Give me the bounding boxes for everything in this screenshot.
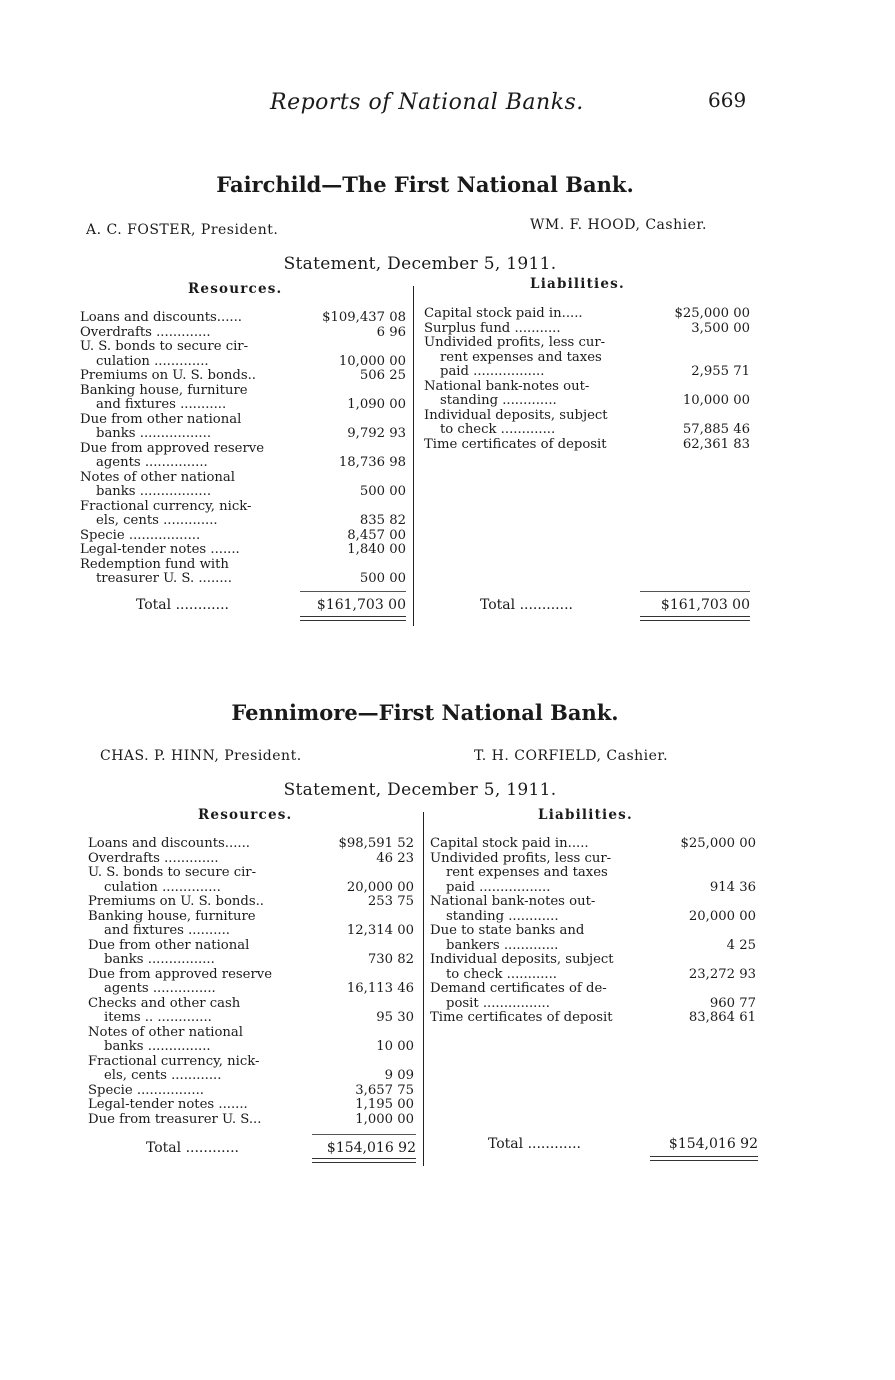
ledger-item-label-line: Loans and discounts......	[80, 310, 242, 325]
liabilities-list	[430, 837, 756, 1026]
total-double-rule	[312, 1158, 416, 1163]
ledger-row	[80, 529, 406, 544]
ledger-item-label	[424, 322, 691, 337]
ledger-item-label	[424, 336, 691, 380]
ledger-item-label-line: U. S. bonds to secure cir-	[88, 865, 257, 880]
ledger-row	[88, 997, 414, 1026]
ledger-item-amount: 1,000 00	[355, 1111, 414, 1127]
ledger-item-label-line: Due from approved reserve	[88, 966, 273, 982]
ledger-item-amount: $25,000 00	[680, 836, 756, 851]
resources-list	[88, 837, 414, 1127]
ledger-item-label-line: banks ...............	[104, 1039, 211, 1054]
ledger-item-label	[88, 1026, 376, 1055]
ledger-row	[88, 1113, 414, 1128]
resources-total-row	[146, 1140, 416, 1156]
ledger-item-amount: 500 00	[359, 571, 406, 586]
bank-title: Fairchild—The First National Bank.	[216, 172, 634, 197]
ledger-item-label-line: Due from other national	[88, 937, 250, 953]
ledger-item-label-line: standing ............	[446, 908, 559, 924]
ledger-item-label-line: paid .................	[446, 879, 551, 895]
ledger-item-label-line: Premiums on U. S. bonds..	[88, 894, 264, 909]
ledger-item-label-line: Due from other national	[80, 411, 242, 427]
ledger-row	[424, 438, 750, 453]
liabilities-heading: Liabilities.	[530, 276, 625, 292]
ledger-item-label-line: agents ...............	[104, 981, 216, 996]
ledger-item-label	[430, 895, 689, 924]
ledger-item-label	[424, 438, 683, 453]
ledger-item-label	[88, 1055, 385, 1084]
resources-heading: Resources.	[198, 807, 293, 823]
ledger-item-amount: $25,000 00	[674, 306, 750, 321]
ledger-item-label	[430, 1011, 689, 1026]
ledger-item-label	[88, 852, 376, 867]
ledger-item-label	[80, 500, 360, 529]
liabilities-list	[424, 307, 750, 452]
total-double-rule	[640, 616, 750, 621]
ledger-row	[88, 866, 414, 895]
ledger-item-label-line: items .. .............	[104, 1010, 212, 1025]
ledger-item-label	[88, 895, 368, 910]
ledger-item-amount: 730 82	[367, 952, 414, 967]
ledger-item-label-line: Due from approved reserve	[80, 440, 265, 456]
ledger-row	[80, 543, 406, 558]
ledger-item-label	[430, 924, 727, 953]
ledger-item-amount: 1,195 00	[355, 1097, 414, 1112]
ledger-item-label-line: Undivided profits, less cur-	[430, 850, 612, 866]
ledger-item-label-line: Overdrafts .............	[88, 850, 219, 866]
resources-heading: Resources.	[188, 281, 283, 297]
president-name: A. C. FOSTER, President.	[86, 222, 279, 238]
ledger-item-label	[88, 939, 368, 968]
ledger-item-amount: 12,314 00	[346, 923, 414, 938]
ledger-item-label-line: to check ............	[446, 966, 557, 982]
ledger-item-label-line: National bank-notes out-	[430, 894, 596, 909]
ledger-row	[430, 924, 756, 953]
ledger-row	[88, 939, 414, 968]
ledger-item-amount: 9,792 93	[347, 426, 406, 441]
ledger-item-label-line: Notes of other national	[88, 1024, 243, 1040]
ledger-row	[88, 895, 414, 910]
ledger-item-amount: 10,000 00	[338, 353, 406, 369]
liabilities-total-row	[488, 1136, 758, 1152]
ledger-row	[424, 307, 750, 322]
ledger-item-label-line: Time certificates of deposit	[430, 1010, 613, 1025]
ledger-item-label-line: National bank-notes out-	[424, 378, 590, 394]
ledger-item-label	[80, 543, 347, 558]
ledger-row	[80, 384, 406, 413]
ledger-item-label-line: treasurer U. S. ........	[96, 571, 232, 586]
liabilities-total: $154,016 92	[668, 1136, 758, 1152]
ledger-item-label-line: banks .................	[96, 484, 212, 499]
subtotal-rule	[640, 591, 750, 592]
ledger-row	[424, 322, 750, 337]
ledger-item-label	[424, 409, 683, 438]
ledger-item-amount: 835 82	[359, 513, 406, 528]
ledger-item-label-line: Notes of other national	[80, 469, 235, 485]
statement-date: Statement, December 5, 1911.	[283, 254, 557, 274]
ledger-item-label-line: agents ...............	[96, 455, 208, 470]
ledger-item-amount: $98,591 52	[338, 836, 414, 851]
ledger-item-amount: 3,657 75	[355, 1082, 414, 1098]
ledger-item-amount: 57,885 46	[682, 422, 750, 437]
ledger-item-label	[88, 1113, 355, 1128]
ledger-item-amount: 3,500 00	[691, 320, 750, 336]
ledger-item-amount: 6 96	[376, 324, 406, 340]
ledger-item-label	[424, 380, 683, 409]
total-double-rule	[300, 616, 406, 621]
ledger-row	[88, 1055, 414, 1084]
ledger-item-label-line: rent expenses and taxes	[440, 349, 602, 365]
ledger-item-amount: 62,361 83	[682, 436, 750, 452]
ledger-item-label-line: Undivided profits, less cur-	[424, 335, 606, 350]
ledger-item-label	[80, 529, 347, 544]
ledger-item-label	[80, 369, 360, 384]
ledger-row	[88, 1098, 414, 1113]
ledger-item-label-line: Specie ................	[88, 1082, 204, 1098]
ledger-item-amount: 506 25	[359, 368, 406, 383]
ledger-item-amount: 16,113 46	[346, 981, 414, 996]
ledger-row	[424, 409, 750, 438]
ledger-item-amount: $109,437 08	[322, 310, 406, 325]
ledger-item-label-line: Checks and other cash	[88, 995, 241, 1011]
liabilities-heading: Liabilities.	[538, 807, 633, 823]
ledger-item-label	[430, 837, 680, 852]
ledger-row	[80, 326, 406, 341]
ledger-item-label	[80, 558, 360, 587]
ledger-item-label	[88, 968, 347, 997]
ledger-item-label-line: Due from treasurer U. S...	[88, 1111, 262, 1127]
ledger-item-label-line: posit ................	[446, 995, 550, 1011]
ledger-row	[80, 500, 406, 529]
ledger-item-label-line: bankers .............	[446, 937, 559, 953]
ledger-item-label-line: and fixtures ..........	[104, 923, 231, 938]
ledger-item-label	[80, 326, 377, 341]
ledger-item-label-line: Banking house, furniture	[80, 382, 248, 398]
resources-total: $154,016 92	[326, 1140, 416, 1156]
ledger-item-label-line: U. S. bonds to secure cir-	[80, 339, 249, 354]
ledger-item-label	[80, 311, 322, 326]
ledger-row	[80, 369, 406, 384]
ledger-row	[88, 852, 414, 867]
cashier-name: WM. F. HOOD, Cashier.	[530, 217, 707, 233]
ledger-item-amount: 20,000 00	[346, 879, 414, 895]
ledger-row	[88, 968, 414, 997]
ledger-row	[80, 311, 406, 326]
ledger-item-amount: 10,000 00	[682, 393, 750, 408]
ledger-item-label	[80, 442, 339, 471]
ledger-item-label-line: banks ................	[104, 952, 215, 967]
column-divider	[423, 812, 424, 1166]
ledger-item-amount: 1,090 00	[347, 397, 406, 412]
total-label: Total ............	[488, 1136, 581, 1152]
ledger-item-amount: 9 09	[384, 1068, 414, 1083]
ledger-item-label	[80, 340, 339, 369]
ledger-item-label-line: to check .............	[440, 422, 556, 437]
ledger-item-label	[88, 997, 376, 1026]
ledger-item-label-line: Individual deposits, subject	[430, 952, 614, 967]
statement-date: Statement, December 5, 1911.	[283, 780, 557, 800]
ledger-item-label-line: culation .............	[96, 353, 209, 369]
running-head: Reports of National Banks.	[270, 90, 584, 115]
liabilities-total: $161,703 00	[660, 597, 750, 613]
ledger-item-label-line: Loans and discounts......	[88, 836, 250, 851]
ledger-item-label-line: Time certificates of deposit	[424, 436, 607, 452]
ledger-item-amount: 46 23	[376, 850, 414, 866]
total-label: Total ............	[146, 1140, 239, 1156]
ledger-item-amount: 500 00	[359, 484, 406, 499]
page-number: 669	[708, 88, 747, 112]
ledger-item-label-line: Due to state banks and	[430, 923, 585, 938]
resources-total: $161,703 00	[316, 597, 406, 613]
total-label: Total ............	[480, 597, 573, 613]
ledger-row	[430, 953, 756, 982]
ledger-item-amount: 4 25	[726, 937, 756, 953]
ledger-item-label-line: banks .................	[96, 426, 212, 441]
bank-title: Fennimore—First National Bank.	[231, 700, 619, 725]
ledger-item-label	[88, 866, 347, 895]
ledger-item-label-line: Capital stock paid in.....	[424, 306, 583, 321]
ledger-item-label	[80, 471, 360, 500]
ledger-row	[80, 471, 406, 500]
ledger-row	[88, 1026, 414, 1055]
ledger-item-label	[430, 982, 710, 1011]
president-name: CHAS. P. HINN, President.	[100, 748, 302, 764]
ledger-row	[80, 442, 406, 471]
total-label: Total ............	[136, 597, 229, 613]
ledger-row	[80, 413, 406, 442]
ledger-item-amount: 1,840 00	[347, 542, 406, 557]
ledger-row	[430, 1011, 756, 1026]
ledger-row	[88, 910, 414, 939]
ledger-item-label-line: paid .................	[440, 364, 545, 379]
ledger-row	[430, 852, 756, 896]
ledger-item-amount: 8,457 00	[347, 527, 406, 543]
ledger-item-amount: 95 30	[376, 1010, 414, 1025]
ledger-item-label-line: Fractional currency, nick-	[80, 498, 252, 514]
ledger-item-label-line: culation ..............	[104, 879, 221, 895]
subtotal-rule	[300, 591, 406, 592]
column-divider	[413, 286, 414, 626]
ledger-row	[80, 340, 406, 369]
ledger-item-label-line: Legal-tender notes .......	[80, 542, 240, 557]
ledger-item-label-line: Capital stock paid in.....	[430, 836, 589, 851]
ledger-item-amount: 20,000 00	[688, 908, 756, 924]
ledger-item-amount: 18,736 98	[338, 455, 406, 470]
ledger-item-label	[88, 910, 347, 939]
ledger-item-label-line: Overdrafts .............	[80, 324, 211, 340]
ledger-item-label-line: Banking house, furniture	[88, 908, 256, 924]
ledger-row	[80, 558, 406, 587]
ledger-row	[424, 380, 750, 409]
ledger-item-amount: 914 36	[709, 879, 756, 895]
ledger-item-amount: 253 75	[367, 894, 414, 909]
ledger-item-label	[88, 1098, 355, 1113]
ledger-item-label-line: Premiums on U. S. bonds..	[80, 368, 256, 383]
ledger-item-label	[430, 852, 710, 896]
ledger-row	[430, 895, 756, 924]
ledger-item-label-line: Surplus fund ...........	[424, 320, 561, 336]
ledger-item-label	[88, 837, 338, 852]
ledger-row	[88, 837, 414, 852]
ledger-item-label-line: Legal-tender notes .......	[88, 1097, 248, 1112]
total-double-rule	[650, 1156, 758, 1161]
resources-list	[80, 311, 406, 587]
ledger-item-label	[424, 307, 674, 322]
ledger-item-label-line: Fractional currency, nick-	[88, 1053, 260, 1069]
ledger-item-label-line: Specie .................	[80, 527, 201, 543]
ledger-item-amount: 83,864 61	[688, 1010, 756, 1025]
subtotal-rule	[312, 1134, 416, 1135]
cashier-name: T. H. CORFIELD, Cashier.	[474, 748, 669, 764]
ledger-item-label	[80, 384, 347, 413]
ledger-item-label	[88, 1084, 355, 1099]
ledger-item-label-line: els, cents .............	[96, 513, 218, 528]
ledger-row	[430, 982, 756, 1011]
ledger-row	[88, 1084, 414, 1099]
ledger-item-amount: 23,272 93	[688, 966, 756, 982]
ledger-item-amount: 960 77	[709, 995, 756, 1011]
ledger-item-amount: 10 00	[376, 1039, 414, 1054]
ledger-item-label-line: Demand certificates of de-	[430, 981, 607, 996]
ledger-item-label	[430, 953, 689, 982]
ledger-item-amount: 2,955 71	[691, 364, 750, 379]
ledger-item-label-line: standing .............	[440, 393, 557, 408]
liabilities-total-row	[480, 597, 750, 613]
ledger-item-label-line: els, cents ............	[104, 1068, 222, 1083]
ledger-item-label-line: Individual deposits, subject	[424, 407, 608, 423]
resources-total-row	[136, 597, 406, 613]
ledger-item-label	[80, 413, 347, 442]
ledger-row	[424, 336, 750, 380]
ledger-item-label-line: and fixtures ...........	[96, 397, 227, 412]
ledger-item-label-line: rent expenses and taxes	[446, 865, 608, 880]
ledger-row	[430, 837, 756, 852]
ledger-item-label-line: Redemption fund with	[80, 556, 229, 572]
